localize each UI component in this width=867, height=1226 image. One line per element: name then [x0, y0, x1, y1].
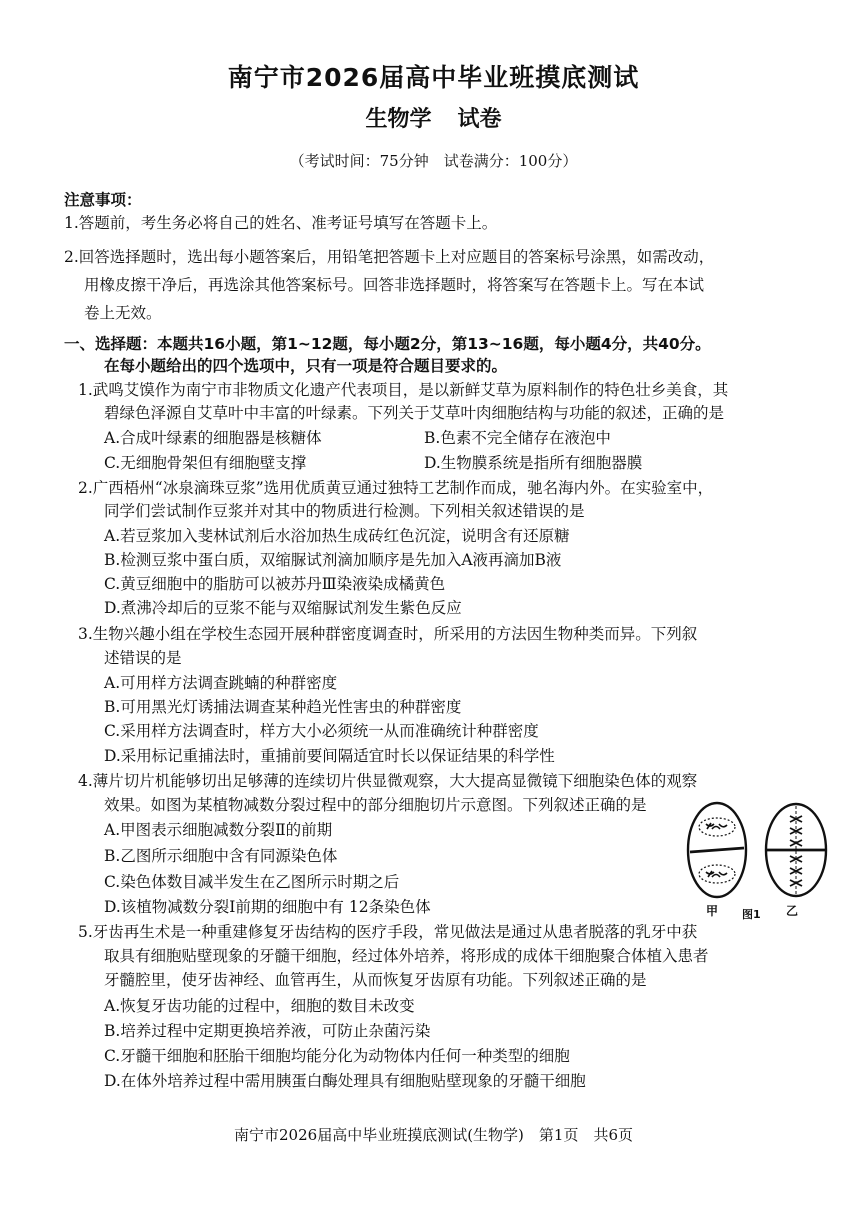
q3-option-b: B.可用黑光灯诱捕法调查某种趋光性害虫的种群密度	[104, 698, 462, 716]
q5-option-b: B.培养过程中定期更换培养液，可防止杂菌污染	[104, 1022, 431, 1040]
q4-option-d: D.该植物减数分裂Ⅰ前期的细胞中有 12条染色体	[104, 898, 431, 916]
q2-option-b: B.检测豆浆中蛋白质，双缩脲试剂滴加顺序是先加入A液再滴加B液	[104, 551, 562, 569]
figure-caption: 图1	[742, 908, 761, 921]
q1-option-c: C.无细胞骨架但有细胞壁支撑	[104, 454, 307, 472]
q2-stem-line-2: 同学们尝试制作豆浆并对其中的物质进行检测。下列相关叙述错误的是	[104, 502, 585, 520]
q1-stem-line-1: 1.武鸣艾馍作为南宁市非物质文化遗产代表项目，是以新鲜艾草为原料制作的特色壮乡美食，其	[78, 381, 729, 399]
q1-option-a: A.合成叶绿素的细胞器是核糖体	[104, 429, 322, 447]
figure-label-yi: 乙	[786, 904, 799, 918]
q1-option-b: B.色素不完全储存在液泡中	[424, 429, 611, 447]
q2-option-c: C.黄豆细胞中的脂肪可以被苏丹Ⅲ染液染成橘黄色	[104, 575, 446, 593]
q5-stem-line-3: 牙髓腔里，使牙齿神经、血管再生，从而恢复牙齿原有功能。下列叙述正确的是	[104, 971, 647, 989]
note-2-line-3: 卷上无效。	[84, 304, 162, 322]
notes-heading: 注意事项：	[64, 191, 142, 209]
q2-stem-line-1: 2.广西梧州“冰泉滴珠豆浆”选用优质黄豆通过独特工艺制作而成，驰名海内外。在实验室中，	[78, 479, 714, 497]
section-1-heading: 一、选择题：本题共16小题，第1~12题，每小题2分，第13~16题，每小题4分，共40分。	[64, 335, 711, 353]
exam-title: 南宁市2026届高中毕业班摸底测试	[227, 63, 640, 92]
q3-option-d: D.采用标记重捕法时，重捕前要间隔适宜时长以保证结果的科学性	[104, 747, 555, 765]
figure-1-cell-slices	[686, 800, 836, 920]
q5-option-a: A.恢复牙齿功能的过程中，细胞的数目未改变	[104, 997, 415, 1015]
q5-stem-line-1: 5.牙齿再生术是一种重建修复牙齿结构的医疗手段，常见做法是通过从患者脱落的乳牙中获	[78, 923, 698, 941]
section-1-instruction: 在每小题给出的四个选项中，只有一项是符合题目要求的。	[104, 357, 508, 375]
q5-option-c: C.牙髓干细胞和胚胎干细胞均能分化为动物体内任何一种类型的细胞	[104, 1047, 570, 1065]
q1-option-d: D.生物膜系统是指所有细胞器膜	[424, 454, 643, 472]
cell-jia-drawing	[688, 803, 746, 897]
q1-stem-line-2: 碧绿色泽源自艾草叶中丰富的叶绿素。下列关于艾草叶肉细胞结构与功能的叙述，正确的是	[104, 404, 725, 422]
note-2-line-1: 2.回答选择题时，选出每小题答案后，用铅笔把答题卡上对应题目的答案标号涂黑，如需改动，	[64, 248, 715, 266]
q4-stem-line-1: 4.薄片切片机能够切出足够薄的连续切片供显微观察，大大提高显微镜下细胞染色体的观察	[78, 772, 698, 790]
note-2-line-2: 用橡皮擦干净后，再选涂其他答案标号。回答非选择题时，将答案写在答题卡上。写在本试	[84, 276, 705, 294]
q4-option-c: C.染色体数目减半发生在乙图所示时期之后	[104, 873, 400, 891]
subject-label: 生物学	[365, 107, 432, 132]
q3-stem-line-1: 3.生物兴趣小组在学校生态园开展种群密度调查时，所采用的方法因生物种类而异。下列叙	[78, 625, 698, 643]
q3-option-a: A.可用样方法调查跳蝻的种群密度	[104, 674, 338, 692]
paper-label: 试卷	[457, 107, 502, 132]
q2-option-d: D.煮沸冷却后的豆浆不能与双缩脲试剂发生紫色反应	[104, 599, 462, 617]
q4-option-b: B.乙图所示细胞中含有同源染色体	[104, 847, 338, 865]
cell-yi-drawing	[766, 804, 826, 896]
figure-label-jia: 甲	[706, 904, 719, 918]
page-footer: 南宁市2026届高中毕业班摸底测试(生物学) 第1页 共6页	[234, 1126, 633, 1144]
q4-option-a: A.甲图表示细胞减数分裂Ⅱ的前期	[104, 821, 333, 839]
q4-stem-line-2: 效果。如图为某植物减数分裂过程中的部分细胞切片示意图。下列叙述正确的是	[104, 796, 647, 814]
q2-option-a: A.若豆浆加入斐林试剂后水浴加热生成砖红色沉淀，说明含有还原糖	[104, 527, 570, 545]
exam-info: （考试时间：75分钟 试卷满分：100分）	[289, 152, 578, 170]
exam-subtitle	[0, 102, 867, 133]
q3-stem-line-2: 述错误的是	[104, 649, 182, 667]
q5-stem-line-2: 取具有细胞贴壁现象的牙髓干细胞，经过体外培养，将形成的成体干细胞聚合体植入患者	[104, 947, 709, 965]
note-1: 1.答题前，考生务必将自己的姓名、准考证号填写在答题卡上。	[64, 214, 498, 232]
q5-option-d: D.在体外培养过程中需用胰蛋白酶处理具有细胞贴壁现象的牙髓干细胞	[104, 1072, 586, 1090]
meiosis-cells-diagram	[686, 800, 836, 904]
q3-option-c: C.采用样方法调查时，样方大小必须统一从而准确统计种群密度	[104, 722, 539, 740]
